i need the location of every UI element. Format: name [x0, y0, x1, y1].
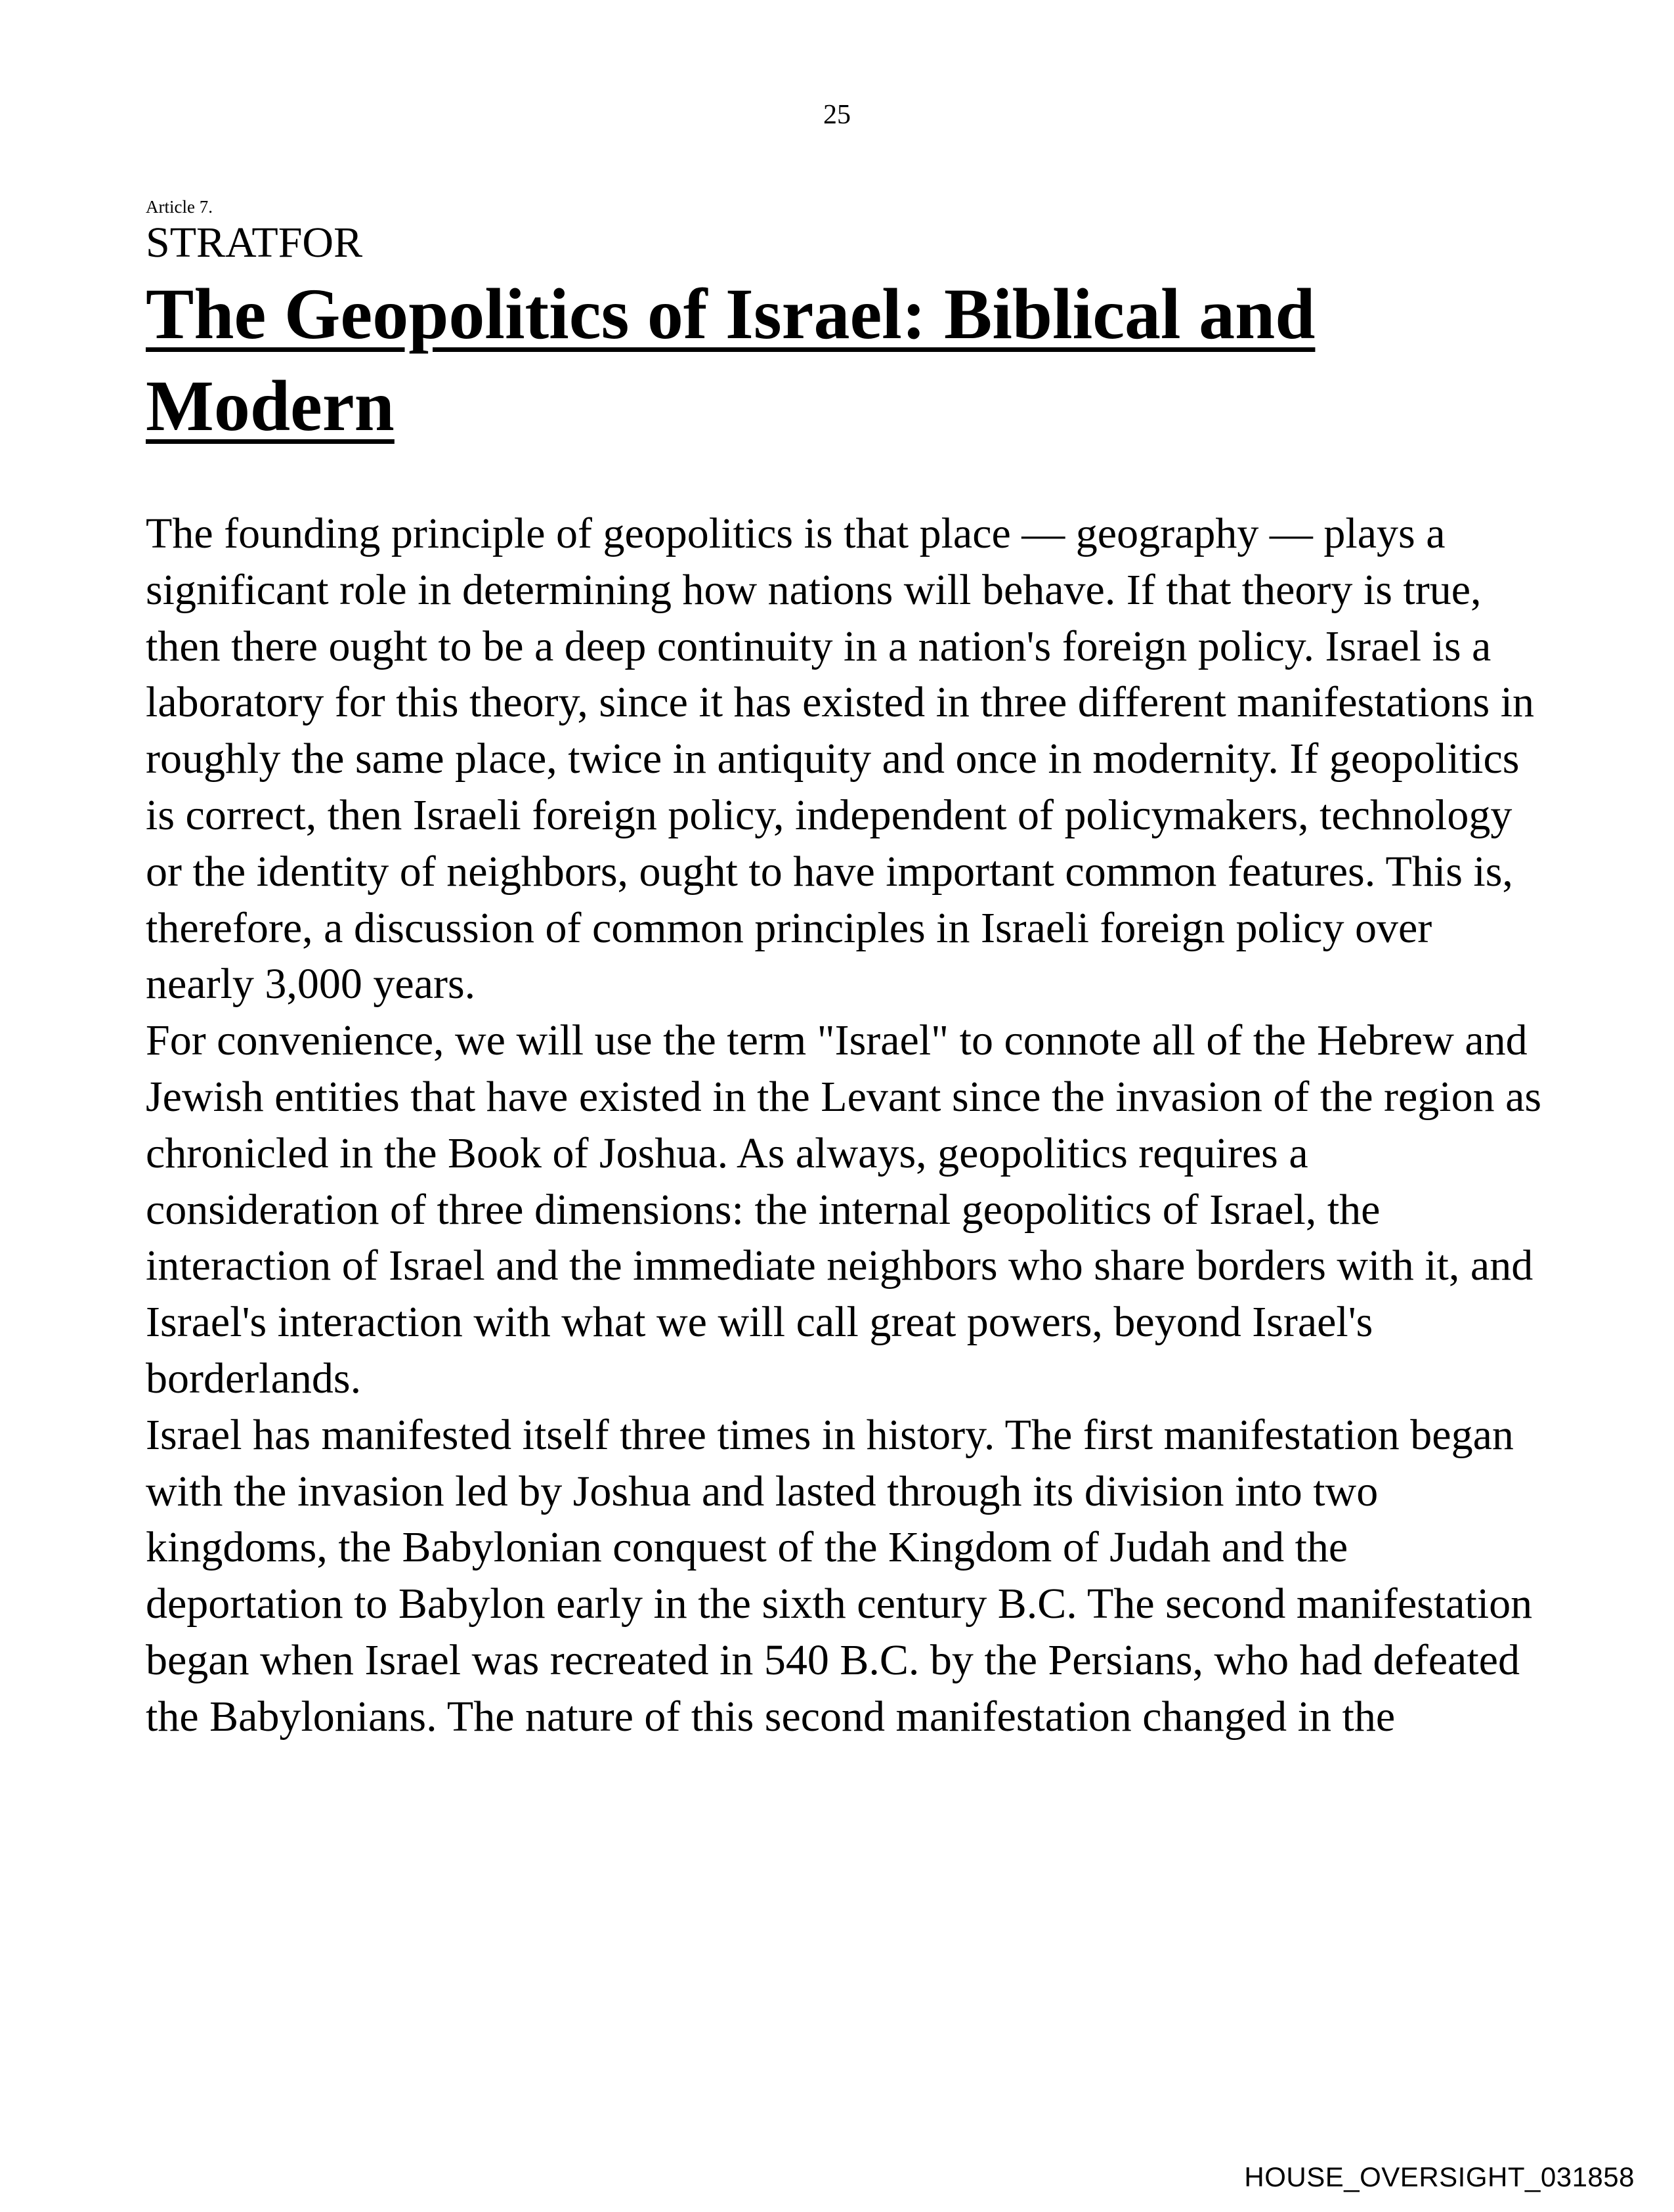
source-label: STRATFOR — [146, 219, 363, 267]
body-paragraph-1: The founding principle of geopolitics is that place — geography — plays a significant role in determining how nations will behave. If that theory is true, then there ought to be a deep continuity in a nation's foreign policy. Israel is a laboratory for this theory, since it has existed in three different manifestations in roughly the same place, twice in antiquity and once in modernity. If geopolitics is correct, then Israeli foreign policy, independent of policymakers, technology or the identity of neighbors, ought to have important common features. This is, therefore, a discussion of common principles in Israeli foreign policy over nearly 3,000 years. — [146, 510, 1535, 1008]
document-id-footer: HOUSE_OVERSIGHT_031858 — [1244, 2161, 1635, 2192]
page-number: 25 — [823, 100, 851, 130]
article-label: Article 7. — [146, 197, 213, 217]
article-body — [146, 506, 1551, 1745]
body-paragraph-2: For convenience, we will use the term "Israel" to connote all of the Hebrew and Jewish entities that have existed in the Levant since the invasion of the region as chronicled in the Book of Joshua. As always, geopolitics requires a consideration of three dimensions: the internal geopolitics of Israel, the interaction of Israel and the immediate neighbors who share borders with it, and Israel's interaction with what we will call great powers, beyond Israel's borderlands. — [146, 1016, 1542, 1402]
article-title: The Geopolitics of Israel: Biblical and Modern — [146, 274, 1316, 446]
article-content — [146, 196, 1551, 1745]
body-paragraph-3: Israel has manifested itself three times in history. The first manifestation began with the invasion led by Joshua and lasted through its division into two kingdoms, the Babylonian conquest of the Kingdom of Judah and the deportation to Babylon early in the sixth century B.C. The second manifestation began when Israel was recreated in 540 B.C. by the Persians, who had defeated the Babylonians. The nature of this second manifestation changed in the — [146, 1410, 1533, 1741]
